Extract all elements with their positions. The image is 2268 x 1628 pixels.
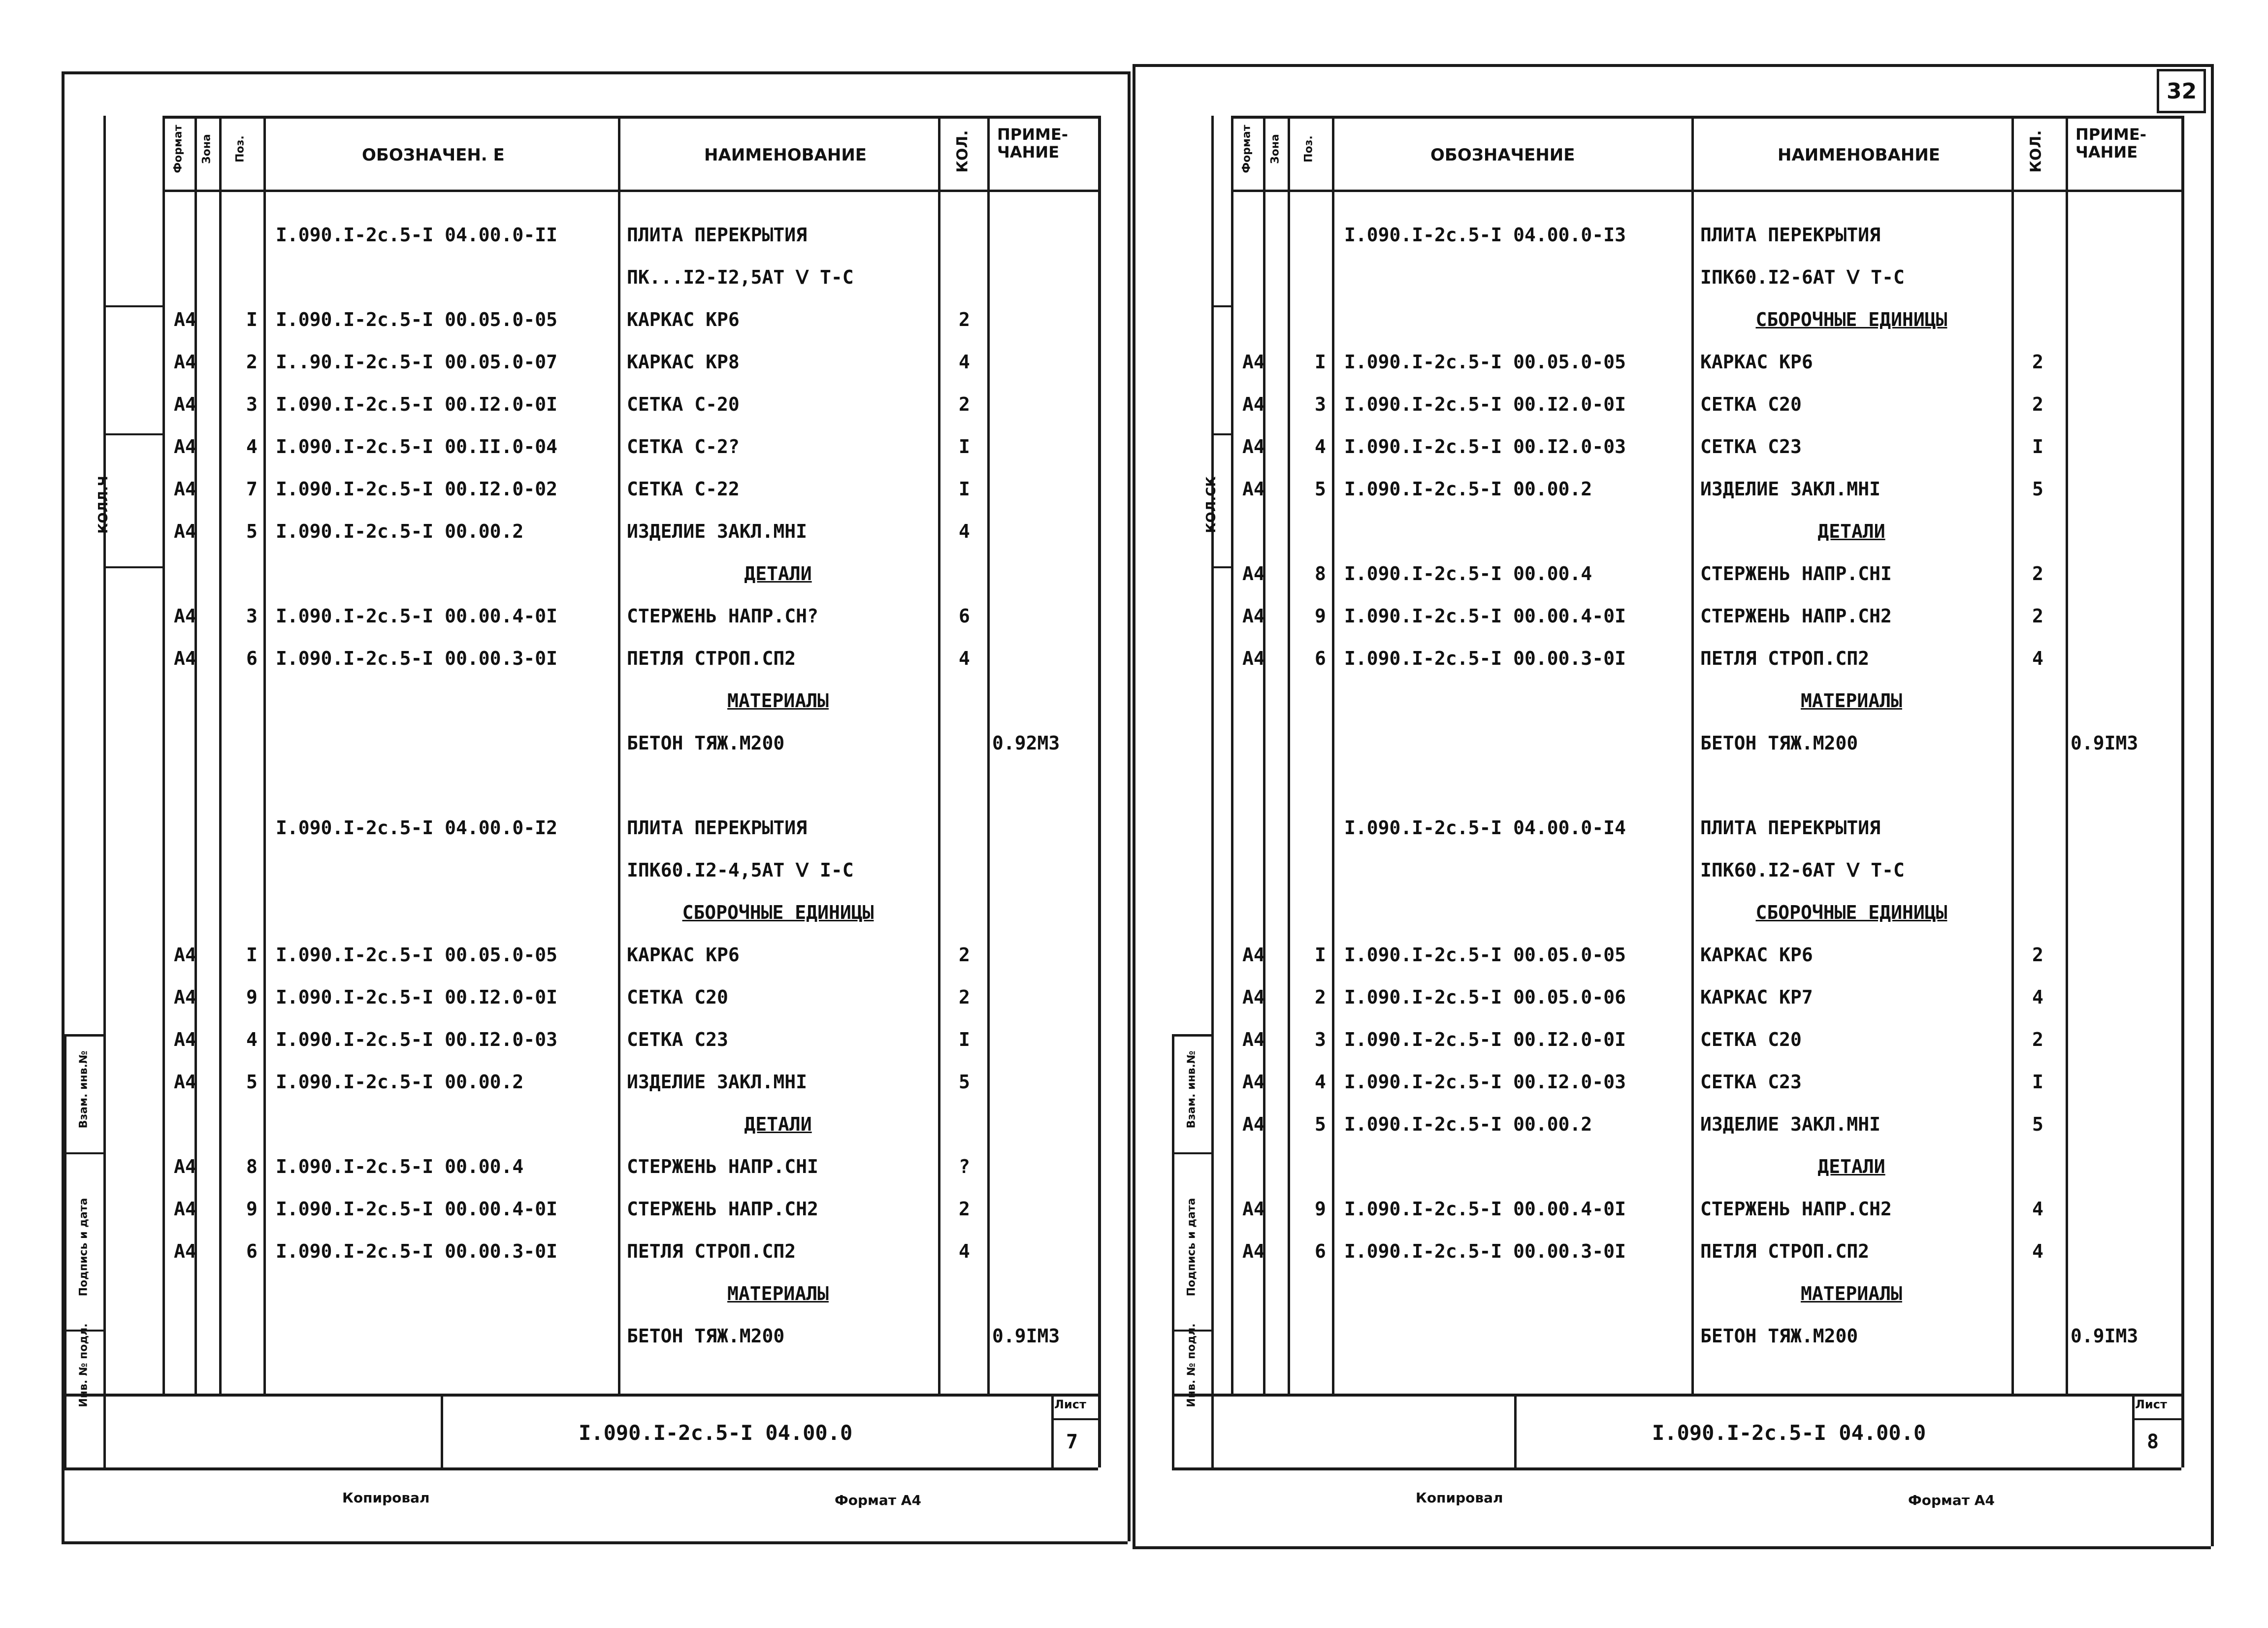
row-designation: I.090.I-2c.5-I 00.I2.0-03 — [1344, 1071, 1626, 1093]
stamp-label: Инв. № подл. — [1185, 1323, 1198, 1407]
row-name: ИЗДЕЛИЕ ЗАКЛ.МНI — [1700, 478, 1881, 500]
row-designation: I.090.I-2c.5-I 00.05.0-05 — [276, 309, 557, 330]
row-position: 6 — [246, 648, 258, 669]
row-name: ПЛИТА ПЕРЕКРЫТИЯ — [627, 224, 808, 246]
row-format: А4 — [1242, 563, 1265, 585]
column-divider — [1332, 116, 1334, 1394]
row-name: БЕТОН ТЯЖ.М200 — [1700, 732, 1858, 754]
side-label: КОЛЛ.Ч — [96, 476, 111, 534]
table-bottom — [64, 1394, 1098, 1397]
section-heading: ДЕТАЛИ — [1817, 521, 1885, 542]
section-heading: ДЕТАЛИ — [744, 1113, 812, 1135]
row-format: А4 — [1242, 1113, 1265, 1135]
row-format: А4 — [1242, 478, 1265, 500]
row-quantity: I — [2032, 436, 2043, 457]
row-position: 9 — [246, 986, 258, 1008]
header-qty: КОЛ. — [2027, 130, 2045, 173]
row-position: 3 — [246, 605, 258, 627]
header-note: ПРИМЕ- ЧАНИЕ — [2075, 125, 2146, 162]
row-format: А4 — [1242, 1029, 1265, 1050]
row-designation: I.090.I-2c.5-I 00.05.0-05 — [1344, 944, 1626, 966]
row-name: СЕТКА С-20 — [627, 393, 740, 415]
row-designation: I.090.I-2c.5-I 00.I2.0-02 — [276, 478, 557, 500]
row-format: А4 — [174, 944, 196, 966]
title-block-divider — [2132, 1394, 2135, 1467]
row-format: А4 — [1242, 1071, 1265, 1093]
row-note: 0.9IМ3 — [2071, 732, 2138, 754]
column-divider — [938, 116, 940, 1394]
stamp-split — [64, 1152, 103, 1154]
row-position: I — [1315, 944, 1326, 966]
row-designation: I.090.I-2c.5-I 00.I2.0-0I — [1344, 1029, 1626, 1050]
row-position: 2 — [1315, 986, 1326, 1008]
header-designation: ОБОЗНАЧЕН. Е — [362, 145, 505, 165]
section-heading: СБОРОЧНЫЕ ЕДИНИЦЫ — [1755, 902, 1947, 923]
row-name: СТЕРЖЕНЬ НАПР.СНI — [1700, 563, 1892, 585]
row-designation: I.090.I-2c.5-I 00.00.3-0I — [276, 1240, 557, 1262]
header-bottom — [1231, 190, 2181, 192]
row-format: А4 — [1242, 648, 1265, 669]
row-name: КАРКАС КР6 — [1700, 351, 1813, 373]
title-block-divider — [1051, 1394, 1054, 1467]
row-position: I — [246, 309, 258, 330]
header-pos: Поз. — [234, 135, 247, 163]
row-position: I — [1315, 351, 1326, 373]
row-position: 9 — [1315, 1198, 1326, 1220]
stamp-split — [1172, 1152, 1211, 1154]
row-name: ПЕТЛЯ СТРОП.СП2 — [1700, 648, 1870, 669]
section-heading: МАТЕРИАЛЫ — [1801, 690, 1902, 712]
row-position: 3 — [246, 393, 258, 415]
row-name: ПЛИТА ПЕРЕКРЫТИЯ — [1700, 224, 1881, 246]
row-designation: I.090.I-2c.5-I 00.00.4-0I — [276, 1198, 557, 1220]
row-designation: I.090.I-2c.5-I 00.00.3-0I — [1344, 1240, 1626, 1262]
row-name: СЕТКА С23 — [627, 1029, 728, 1050]
row-quantity: I — [2032, 1071, 2043, 1093]
row-quantity: 4 — [959, 1240, 970, 1262]
stamp-outer — [1172, 1034, 1174, 1467]
column-divider — [618, 116, 620, 1394]
row-name: СТЕРЖЕНЬ НАПР.СНI — [627, 1156, 818, 1177]
row-position: 4 — [246, 436, 258, 457]
header-name: НАИМЕНОВАНИЕ — [1778, 145, 1941, 165]
row-format: А4 — [174, 1071, 196, 1093]
stamp-label: Инв. № подл. — [77, 1323, 90, 1407]
header-qty: КОЛ. — [954, 130, 972, 173]
row-quantity: 5 — [2032, 1113, 2043, 1135]
column-divider — [263, 116, 266, 1394]
stamp-divider — [103, 116, 106, 1467]
row-quantity: 4 — [959, 351, 970, 373]
stamp-label: Подпись и дата — [77, 1198, 90, 1297]
header-zone: Зона — [1269, 134, 1282, 164]
row-name: ПЛИТА ПЕРЕКРЫТИЯ — [1700, 817, 1881, 839]
row-designation: I.090.I-2c.5-I 00.05.0-05 — [1344, 351, 1626, 373]
row-format: А4 — [174, 521, 196, 542]
header-name: НАИМЕНОВАНИЕ — [704, 145, 867, 165]
footer-copied: Копировал — [342, 1490, 430, 1506]
row-position: 5 — [1315, 1113, 1326, 1135]
row-name: БЕТОН ТЯЖ.М200 — [627, 1325, 785, 1347]
footer-format: Формат А4 — [1908, 1492, 1995, 1508]
row-name: СТЕРЖЕНЬ НАПР.СН2 — [1700, 605, 1892, 627]
row-format: А4 — [174, 478, 196, 500]
column-divider — [2066, 116, 2068, 1394]
sheet-label: Лист — [1054, 1398, 1086, 1411]
row-position: 3 — [1315, 1029, 1326, 1050]
frame-bottom — [1133, 1546, 2211, 1549]
row-quantity: 2 — [2032, 944, 2043, 966]
column-divider — [1691, 116, 1694, 1394]
side-split — [103, 305, 162, 307]
column-divider — [162, 116, 165, 1394]
header-designation: ОБОЗНАЧЕНИЕ — [1430, 145, 1575, 165]
row-name: IПК60.I2-4,5АТ Ⅴ I-С — [627, 859, 854, 881]
row-quantity: 2 — [2032, 351, 2043, 373]
table-right — [2181, 116, 2184, 1467]
row-quantity: 2 — [2032, 563, 2043, 585]
header-bottom — [162, 190, 1098, 192]
row-position: 6 — [246, 1240, 258, 1262]
row-designation: I.090.I-2c.5-I 00.00.2 — [1344, 478, 1592, 500]
row-format: А4 — [1242, 351, 1265, 373]
table-bottom — [1172, 1394, 2181, 1397]
row-position: I — [246, 944, 258, 966]
row-designation: I.090.I-2c.5-I 00.I2.0-0I — [276, 986, 557, 1008]
row-designation: I.090.I-2c.5-I 00.05.0-06 — [1344, 986, 1626, 1008]
row-format: А4 — [174, 1156, 196, 1177]
column-divider — [1231, 116, 1233, 1394]
row-quantity: 2 — [2032, 1029, 2043, 1050]
row-format: А4 — [1242, 1198, 1265, 1220]
stamp-label: Взам. инв.№ — [77, 1050, 90, 1129]
row-name: СЕТКА С23 — [1700, 1071, 1802, 1093]
row-name: ПЕТЛЯ СТРОП.СП2 — [627, 648, 796, 669]
row-quantity: 4 — [959, 521, 970, 542]
row-name: КАРКАС КР6 — [627, 309, 740, 330]
row-format: А4 — [1242, 944, 1265, 966]
row-position: 6 — [1315, 1240, 1326, 1262]
sheet-label: Лист — [2135, 1398, 2167, 1411]
row-format: А4 — [1242, 605, 1265, 627]
row-position: 4 — [1315, 436, 1326, 457]
row-name: СЕТКА С-2? — [627, 436, 740, 457]
row-position: 9 — [1315, 605, 1326, 627]
sheet-label-split — [1051, 1418, 1098, 1420]
row-position: 2 — [246, 351, 258, 373]
row-quantity: 2 — [2032, 393, 2043, 415]
header-zone: Зона — [200, 134, 213, 164]
row-quantity: 2 — [959, 393, 970, 415]
row-designation: I.090.I-2c.5-I 00.00.2 — [276, 1071, 524, 1093]
row-name: СЕТКА С20 — [1700, 1029, 1802, 1050]
row-designation: I.090.I-2c.5-I 00.00.4-0I — [276, 605, 557, 627]
row-name: КАРКАС КР6 — [627, 944, 740, 966]
row-designation: I.090.I-2c.5-I 00.00.4 — [1344, 563, 1592, 585]
row-format: А4 — [174, 1029, 196, 1050]
row-format: А4 — [174, 1240, 196, 1262]
column-divider — [987, 116, 990, 1394]
footer-copied: Копировал — [1416, 1490, 1503, 1506]
column-divider — [2011, 116, 2014, 1394]
section-heading: ДЕТАЛИ — [1817, 1156, 1885, 1177]
frame-bottom — [62, 1541, 1128, 1544]
frame-top — [62, 71, 1128, 74]
frame-right — [2211, 64, 2214, 1546]
row-quantity: 2 — [959, 986, 970, 1008]
row-quantity: I — [959, 478, 970, 500]
table-top — [162, 116, 1098, 119]
section-heading: СБОРОЧНЫЕ ЕДИНИЦЫ — [1755, 309, 1947, 330]
row-designation: I.090.I-2c.5-I 00.00.3-0I — [1344, 648, 1626, 669]
section-heading: СБОРОЧНЫЕ ЕДИНИЦЫ — [682, 902, 874, 923]
row-quantity: 5 — [2032, 478, 2043, 500]
row-name: КАРКАС КР8 — [627, 351, 740, 373]
row-quantity: 6 — [959, 605, 970, 627]
row-quantity: 2 — [959, 1198, 970, 1220]
row-position: 4 — [246, 1029, 258, 1050]
side-split — [1211, 433, 1231, 435]
side-split — [103, 433, 162, 435]
row-name: ПЛИТА ПЕРЕКРЫТИЯ — [627, 817, 808, 839]
stamp-label: Подпись и дата — [1185, 1198, 1198, 1297]
row-position: 8 — [246, 1156, 258, 1177]
row-quantity: 4 — [2032, 648, 2043, 669]
section-heading: МАТЕРИАЛЫ — [1801, 1283, 1902, 1304]
table-right — [1098, 116, 1101, 1467]
row-designation: I.090.I-2c.5-I 00.00.4 — [276, 1156, 524, 1177]
frame-top — [1133, 64, 2211, 67]
title-block-designation: I.090.I-2c.5-I 04.00.0 — [1652, 1421, 1926, 1445]
row-name: СТЕРЖЕНЬ НАПР.СН? — [627, 605, 818, 627]
row-designation: I.090.I-2c.5-I 00.05.0-05 — [276, 944, 557, 966]
stamp-divider — [1211, 116, 1214, 1467]
row-format: А4 — [174, 648, 196, 669]
frame-left — [1133, 64, 1135, 1546]
row-format: А4 — [1242, 436, 1265, 457]
row-format: А4 — [1242, 393, 1265, 415]
title-block-divider — [1514, 1394, 1517, 1467]
row-name: ПК...I2-I2,5АТ Ⅴ Т-С — [627, 266, 854, 288]
row-name: ИЗДЕЛИЕ ЗАКЛ.МНI — [1700, 1113, 1881, 1135]
row-quantity: 2 — [959, 309, 970, 330]
sheet-label-split — [2132, 1418, 2181, 1420]
row-quantity: 4 — [2032, 1198, 2043, 1220]
row-format: А4 — [174, 986, 196, 1008]
row-note: 0.9IМ3 — [992, 1325, 1060, 1347]
row-format: А4 — [174, 1198, 196, 1220]
row-name: СЕТКА С20 — [1700, 393, 1802, 415]
row-name: КАРКАС КР7 — [1700, 986, 1813, 1008]
header-format: Формат — [172, 125, 185, 173]
title-block-divider — [441, 1394, 443, 1467]
row-quantity: ? — [959, 1156, 970, 1177]
row-quantity: 2 — [959, 944, 970, 966]
row-name: БЕТОН ТЯЖ.М200 — [627, 732, 785, 754]
row-designation: I.090.I-2c.5-I 04.00.0-I3 — [1344, 224, 1626, 246]
side-split — [1211, 305, 1231, 307]
row-name: СТЕРЖЕНЬ НАПР.СН2 — [627, 1198, 818, 1220]
row-designation: I.090.I-2c.5-I 00.I2.0-03 — [1344, 436, 1626, 457]
row-designation: I.090.I-2c.5-I 04.00.0-I2 — [276, 817, 557, 839]
row-name: ИЗДЕЛИЕ ЗАКЛ.МНI — [627, 1071, 808, 1093]
row-position: 3 — [1315, 393, 1326, 415]
page-number: 32 — [2167, 79, 2197, 104]
row-quantity: 2 — [2032, 605, 2043, 627]
row-format: А4 — [1242, 986, 1265, 1008]
row-name: СТЕРЖЕНЬ НАПР.СН2 — [1700, 1198, 1892, 1220]
stamp-label: Взам. инв.№ — [1185, 1050, 1198, 1129]
title-block-bottom — [1172, 1467, 2181, 1470]
row-quantity: 4 — [959, 648, 970, 669]
row-name: СЕТКА С-22 — [627, 478, 740, 500]
row-quantity: I — [959, 436, 970, 457]
row-name: ПЕТЛЯ СТРОП.СП2 — [627, 1240, 796, 1262]
section-heading: МАТЕРИАЛЫ — [727, 690, 829, 712]
row-quantity: I — [959, 1029, 970, 1050]
row-designation: I.090.I-2c.5-I 04.00.0-I4 — [1344, 817, 1626, 839]
row-format: А4 — [174, 436, 196, 457]
row-format: А4 — [174, 393, 196, 415]
row-position: 5 — [1315, 478, 1326, 500]
row-position: 9 — [246, 1198, 258, 1220]
row-name: КАРКАС КР6 — [1700, 944, 1813, 966]
row-position: 5 — [246, 1071, 258, 1093]
row-format: А4 — [174, 351, 196, 373]
stamp-outer — [64, 1034, 66, 1467]
row-format: А4 — [174, 605, 196, 627]
row-note: 0.92М3 — [992, 732, 1060, 754]
row-quantity: 4 — [2032, 1240, 2043, 1262]
header-format: Формат — [1240, 125, 1253, 173]
row-name: СЕТКА С23 — [1700, 436, 1802, 457]
row-note: 0.9IМ3 — [2071, 1325, 2138, 1347]
frame-right — [1128, 71, 1131, 1541]
side-label: КОЛ.СК — [1204, 476, 1219, 533]
title-block-designation: I.090.I-2c.5-I 04.00.0 — [579, 1421, 853, 1445]
row-designation: I.090.I-2c.5-I 04.00.0-II — [276, 224, 557, 246]
row-position: 7 — [246, 478, 258, 500]
row-designation: I.090.I-2c.5-I 00.00.3-0I — [276, 648, 557, 669]
row-designation: I.090.I-2c.5-I 00.I2.0-03 — [276, 1029, 557, 1050]
table-top — [1231, 116, 2181, 119]
row-designation: I.090.I-2c.5-I 00.00.2 — [276, 521, 524, 542]
row-format: А4 — [1242, 1240, 1265, 1262]
row-name: ИЗДЕЛИЕ ЗАКЛ.МНI — [627, 521, 808, 542]
header-pos: Поз. — [1302, 135, 1315, 163]
title-block-bottom — [64, 1467, 1098, 1470]
row-position: 6 — [1315, 648, 1326, 669]
row-designation: I.090.I-2c.5-I 00.II.0-04 — [276, 436, 557, 457]
row-name: ПЕТЛЯ СТРОП.СП2 — [1700, 1240, 1870, 1262]
side-split — [103, 566, 162, 568]
section-heading: ДЕТАЛИ — [744, 563, 812, 585]
section-heading: МАТЕРИАЛЫ — [727, 1283, 829, 1304]
row-name: IПК60.I2-6АТ Ⅴ Т-С — [1700, 266, 1905, 288]
row-designation: I.090.I-2c.5-I 00.I2.0-0I — [1344, 393, 1626, 415]
row-name: БЕТОН ТЯЖ.М200 — [1700, 1325, 1858, 1347]
row-designation: I.090.I-2c.5-I 00.00.4-0I — [1344, 605, 1626, 627]
column-divider — [219, 116, 222, 1394]
footer-format: Формат А4 — [835, 1492, 921, 1508]
row-name: СЕТКА С20 — [627, 986, 728, 1008]
row-designation: I.090.I-2c.5-I 00.00.4-0I — [1344, 1198, 1626, 1220]
row-position: 8 — [1315, 563, 1326, 585]
side-split — [1211, 566, 1231, 568]
row-position: 4 — [1315, 1071, 1326, 1093]
row-format: А4 — [174, 309, 196, 330]
row-position: 5 — [246, 521, 258, 542]
row-designation: I..90.I-2c.5-I 00.05.0-07 — [276, 351, 557, 373]
row-quantity: 4 — [2032, 986, 2043, 1008]
row-designation: I.090.I-2c.5-I 00.I2.0-0I — [276, 393, 557, 415]
row-quantity: 5 — [959, 1071, 970, 1093]
row-name: IПК60.I2-6АТ Ⅴ Т-С — [1700, 859, 1905, 881]
column-divider — [1288, 116, 1290, 1394]
row-designation: I.090.I-2c.5-I 00.00.2 — [1344, 1113, 1592, 1135]
header-note: ПРИМЕ- ЧАНИЕ — [997, 125, 1068, 162]
sheet-number: 7 — [1066, 1431, 1078, 1453]
sheet-number: 8 — [2147, 1431, 2159, 1453]
